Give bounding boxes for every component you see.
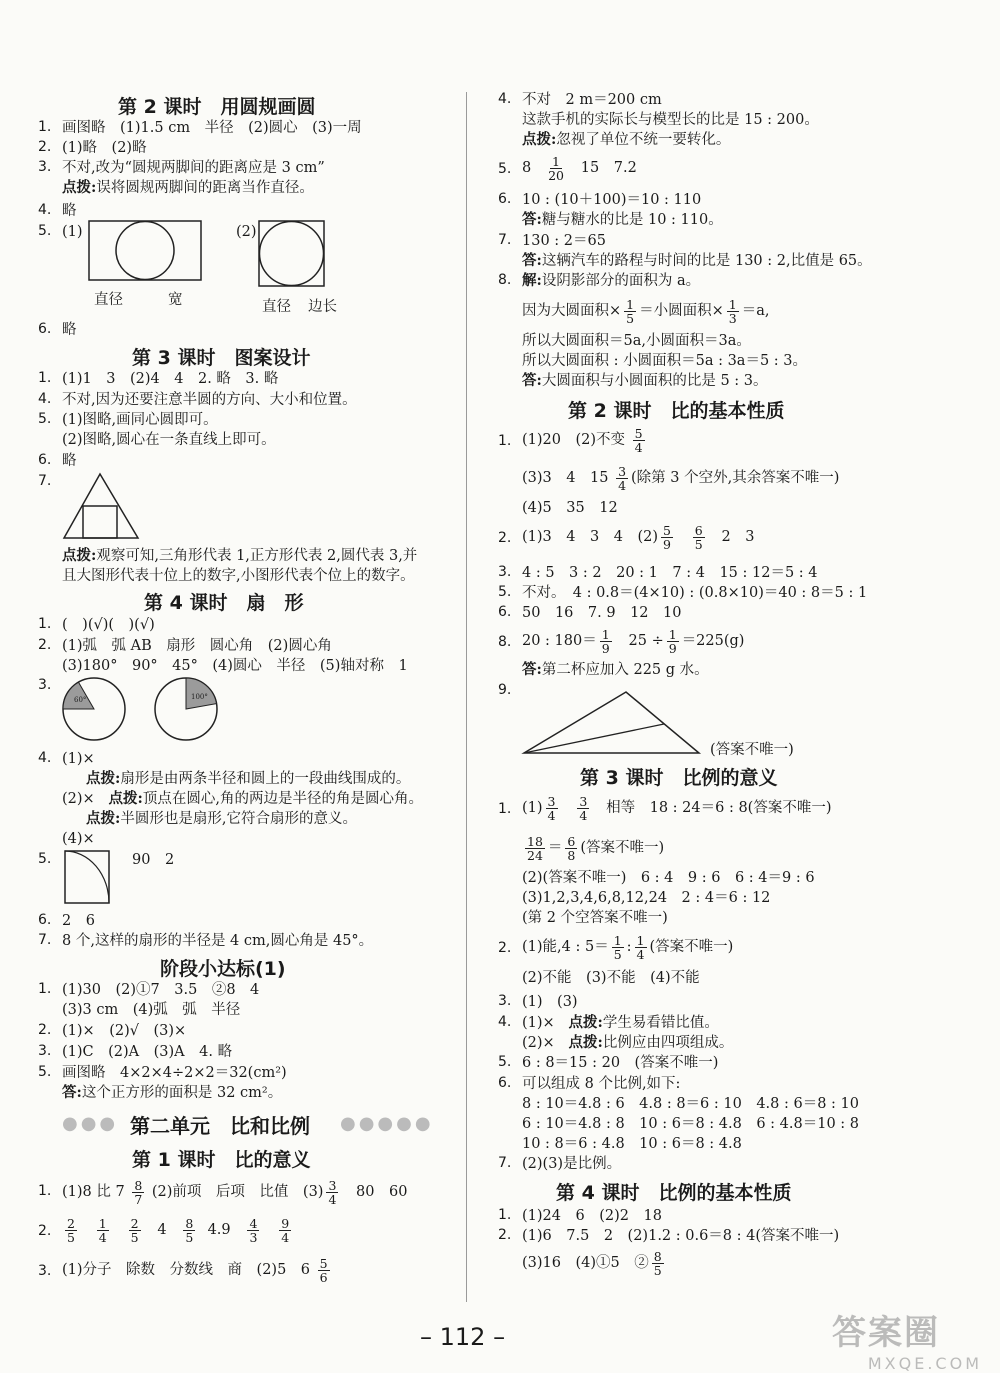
item-number: 1. [498, 433, 512, 449]
item-number: 1. [38, 370, 52, 386]
item-number: 2. [498, 1227, 512, 1243]
fraction: $\frac{3}{4}$ [328, 1177, 337, 1207]
hint-text: 比例应由四项组成。 [602, 1035, 734, 1051]
item-number: 5. [498, 161, 512, 177]
item-number: 6. [498, 1075, 512, 1091]
item-number: 5. [498, 1054, 512, 1070]
figure-label: 边长 [308, 299, 337, 315]
answer-line [522, 271, 700, 291]
answer-line: (4)5 35 12 [522, 500, 618, 516]
item-number: 7. [38, 473, 52, 489]
answer-line: 8 个,这样的扇形的半径是 4 cm,圆心角是 45°。 [62, 933, 374, 949]
section-heading: 第 4 课时 扇 形 [144, 592, 304, 614]
answer-line: (3)1,2,3,4,6,8,12,24 2 : 4＝6 : 12 [522, 890, 771, 906]
section-heading: 第 2 课时 比的基本性质 [568, 400, 785, 422]
answer-line: 6 : 10＝4.8 : 8 10 : 6＝8 : 4.8 6 : 4.8＝10 : 8 [522, 1116, 860, 1132]
fraction: $\frac{6}{8}$ [567, 833, 576, 863]
decorative-dots: ●●●●● [340, 1113, 434, 1134]
answer-label: 答: [522, 372, 542, 389]
answer-line: 10 : 8＝6 : 4.8 10 : 6＝8 : 4.8 [522, 1136, 742, 1152]
answer-line: (1)20 (2)不变 $\frac{5}{4}$ [522, 425, 643, 455]
fraction: $\frac{8}{5}$ [185, 1215, 194, 1245]
answer-line [522, 660, 709, 680]
item-number: 3. [498, 564, 512, 580]
answer-line [62, 1252, 333, 1288]
hint-line [62, 178, 314, 198]
item-number: 5. [498, 584, 512, 600]
hint-line [522, 130, 730, 150]
item-number: 6. [498, 191, 512, 207]
square-circle-figure [258, 220, 326, 288]
answer-label: 答: [62, 1084, 82, 1101]
answer-line: 6 : 8＝15 : 20 (答案不唯一) [522, 1055, 719, 1071]
answer-text: 80 60 [356, 1184, 408, 1200]
section-heading: 第 3 课时 比例的意义 [580, 767, 778, 789]
hint-line [62, 1083, 282, 1103]
section-heading: 第 2 课时 用圆规画圆 [118, 96, 316, 118]
item-number: 5. [38, 851, 52, 867]
decorative-dots: ●●● [62, 1113, 119, 1134]
hint-line [86, 769, 410, 789]
item-number: 3. [38, 1263, 52, 1279]
fraction: $\frac{9}{4}$ [281, 1215, 290, 1245]
fraction: $\frac{1}{5}$ [626, 296, 635, 326]
answer-text: (2)× [62, 791, 95, 807]
answer-line: (2)图略,圆心在一条直线上即可。 [62, 432, 276, 448]
angle-label: 100° [191, 693, 208, 701]
answer-text: 大圆面积与小圆面积的比是 5 : 3。 [541, 373, 768, 389]
answer-line: (3)3 cm (4)弧 弧 半径 [62, 1002, 241, 1018]
item-number: 5. [38, 411, 52, 427]
answer-text: (1)8 比 7 [62, 1184, 125, 1200]
watermark-logo [832, 1305, 982, 1373]
item-number: 1. [38, 981, 52, 997]
hint-label: 点拨: [62, 547, 97, 564]
item-number: 8. [498, 634, 512, 650]
figure-label: 直径 [94, 292, 123, 308]
hint-text: 半圆形也是扇形,它符合扇形的意义。 [120, 811, 357, 827]
fraction: $\frac{1}{9}$ [668, 626, 677, 656]
answer-line: 略 [62, 453, 77, 469]
answer-line: (1)1 3 (2)4 4 2. 略 3. 略 [62, 371, 279, 387]
hint-text: 顶点在圆心,角的两边是半径的角是圆心角。 [142, 791, 423, 807]
answer-label: 答: [522, 661, 542, 678]
answer-line: (1)能,4 : 5＝ $\frac{1}{5}$ : $\frac{1}{4}$ (答案不唯一) [522, 932, 734, 962]
answer-line: (1)6 7.5 2 (2)1.2 : 0.6＝8 : 4(答案不唯一) [522, 1228, 840, 1244]
fraction: $\frac{5}{6}$ [319, 1255, 328, 1285]
hint-label: 点拨: [568, 1034, 603, 1051]
answer-line: (1)30 (2)①7 3.5 ②8 4 [62, 982, 260, 998]
item-number: 9. [498, 682, 512, 698]
item-number: 3. [38, 159, 52, 175]
hint-line [62, 789, 423, 809]
fraction: $\frac{3}{4}$ [579, 793, 588, 823]
answer-line: (2)(答案不唯一) 6 : 4 9 : 6 6 : 4＝9 : 6 [522, 870, 815, 886]
answer-line: 画图略 (1)1.5 cm 半径 (2)圆心 (3)一周 [62, 120, 362, 136]
fraction: $\frac{2}{5}$ [67, 1215, 75, 1245]
answer-label: 答: [522, 252, 542, 269]
fraction: $\frac{1}{3}$ [728, 296, 737, 326]
answer-text: (1)分子 除数 分数线 商 (2)5 6 [62, 1262, 311, 1278]
answer-text: (2)前项 后项 比值 (3) [151, 1184, 324, 1200]
fraction: $\frac{5}{4}$ [634, 425, 643, 455]
hint-text: 扇形是由两条半径和圆上的一段曲线围成的。 [120, 771, 411, 787]
solution-label: 解: [522, 272, 542, 289]
item-number: 7. [498, 1155, 512, 1171]
answer-text: 糖与糖水的比是 10 : 110。 [541, 212, 723, 228]
section-heading: 第 3 课时 图案设计 [132, 347, 311, 369]
item-number: 2. [38, 1022, 52, 1038]
answer-line: 不对 2 m＝200 cm [522, 92, 662, 108]
fraction: $\frac{8}{5}$ [653, 1248, 662, 1278]
hint-text: 观察可知,三角形代表 1,正方形代表 2,圆代表 3,并 [96, 548, 418, 564]
hint-text: 误将圆规两脚间的距离当作直径。 [96, 180, 314, 196]
answer-line: 50 16 7. 9 12 10 [522, 605, 682, 621]
item-number: 1. [498, 1207, 512, 1223]
answer-line: (1)× (2)√ (3)× [62, 1023, 187, 1039]
item-number: 1. [498, 801, 512, 817]
answer-line [522, 210, 723, 230]
answer-line: (第 2 个空答案不唯一) [522, 910, 668, 926]
fraction: $\frac{2}{5}$ [130, 1215, 139, 1245]
answer-line: 10 : (10＋100)＝10 : 110 [522, 192, 702, 208]
answer-line: 2 6 [62, 913, 95, 929]
answer-line: 不对。 4 : 0.8＝(4×10) : (0.8×10)＝40 : 8＝5 : 1 [522, 585, 868, 601]
item-number: 6. [498, 604, 512, 620]
answer-line: (1)图略,画同心圆即可。 [62, 412, 218, 428]
answer-line: 所以大圆面积＝5a,小圆面积＝3a。 [522, 333, 751, 349]
fraction: $\frac{18}{24}$ [527, 833, 543, 863]
answer-line: 不对,因为还要注意半圆的方向、大小和位置。 [62, 392, 357, 408]
answer-line: (答案不唯一) [710, 742, 794, 758]
answer-text: 第二杯应加入 225 g 水。 [541, 662, 709, 678]
answer-line: (2)不能 (3)不能 (4)不能 [522, 970, 700, 986]
answer-line: 这款手机的实际长与模型长的比是 15 : 200。 [522, 112, 819, 128]
answer-line [522, 150, 637, 186]
section-heading: 第 1 课时 比的意义 [132, 1149, 311, 1171]
item-number: 4. [498, 91, 512, 107]
item-number: 4. [498, 1014, 512, 1030]
watermark-sub: MXQE.COM [867, 1354, 982, 1373]
answer-line: (3)3 4 15 $\frac{3}{4}$ (除第 3 个空外,其余答案不唯一) [522, 463, 840, 493]
hint-line [62, 546, 417, 566]
hint-label: 点拨: [568, 1014, 603, 1031]
answer-line: 画图略 4×2×4÷2×2＝32(cm²) [62, 1065, 287, 1081]
section-heading: 第 4 课时 比例的基本性质 [556, 1182, 792, 1204]
answer-line [522, 371, 768, 391]
fraction: $\frac{3}{4}$ [547, 793, 556, 823]
answer-line: $\frac{18}{24}$ ＝ $\frac{6}{8}$ (答案不唯一) [527, 833, 665, 863]
answer-line: 不对,改为“圆规两脚间的距离应是 3 cm” [62, 160, 325, 176]
item-number: 1. [38, 616, 52, 632]
answer-line: (2)(3)是比例。 [522, 1156, 622, 1172]
watermark-main: 答案圈 [832, 1313, 940, 1353]
item-number: 5. [38, 223, 52, 239]
answer-text: 这个正方形的面积是 32 cm²。 [81, 1085, 283, 1101]
answer-text: 15 7.2 [580, 160, 637, 176]
fraction: $\frac{1}{4}$ [636, 932, 645, 962]
item-number: 2. [38, 1223, 52, 1239]
fraction: $\frac{1}{5}$ [613, 932, 622, 962]
answer-line: (3)16 (4)①5 ② $\frac{8}{5}$ [522, 1248, 662, 1278]
fraction: $\frac{3}{4}$ [618, 463, 627, 493]
fraction: $\frac{5}{9}$ [662, 522, 671, 552]
answer-line: (4)× [62, 831, 95, 847]
answer-line: (1) $\frac{3}{4}$ $\frac{3}{4}$ 相等 18 : 24＝6 : 8(答案不唯一) [522, 793, 832, 823]
figure-label: 宽 [168, 292, 183, 308]
item-number: 2. [498, 940, 512, 956]
triangle-square-figure [62, 472, 140, 540]
answer-line: 因为大圆面积× $\frac{1}{5}$ ＝小圆面积× $\frac{1}{3}$ ＝a, [522, 296, 770, 326]
item-number: 5. [38, 1064, 52, 1080]
answer-text: 4.9 [207, 1222, 231, 1238]
answer-line: (1)弧 弧 AB 扇形 圆心角 (2)圆心角 [62, 638, 332, 654]
answer-line: (2) [236, 224, 257, 240]
item-number: 7. [38, 932, 52, 948]
unit-heading: 第二单元 比和比例 [130, 1114, 310, 1138]
answer-line [62, 1175, 407, 1209]
answer-line [522, 251, 872, 271]
answer-line: ( )(√)( )(√) [62, 617, 155, 633]
answer-line: (1) [62, 224, 83, 240]
fraction: $\frac{8}{7}$ [134, 1177, 143, 1207]
item-number: 8. [498, 272, 512, 288]
item-number: 3. [38, 677, 52, 693]
fraction: $\frac{6}{5}$ [694, 522, 703, 552]
item-number: 3. [38, 1043, 52, 1059]
answer-line: 8 : 10＝4.8 : 6 4.8 : 8＝6 : 10 4.8 : 6＝8 : 10 [522, 1096, 860, 1112]
answer-label: 答: [522, 211, 542, 228]
item-number: 4. [38, 202, 52, 218]
item-number: 2. [498, 530, 512, 546]
hint-label: 点拨: [86, 810, 121, 827]
fraction: $\frac{1}{4}$ [98, 1215, 107, 1245]
answer-line: (1)略 (2)略 [62, 140, 147, 156]
item-number: 4. [38, 750, 52, 766]
answer-line: (1)C (2)A (3)A 4. 略 [62, 1044, 233, 1060]
item-number: 2. [38, 637, 52, 653]
answer-line: 130 : 2＝65 [522, 233, 606, 249]
item-number: 6. [38, 452, 52, 468]
rectangle-circle-figure [88, 220, 203, 282]
fraction: $\frac{4}{3}$ [249, 1215, 258, 1245]
answer-line: 4 : 5 3 : 2 20 : 1 7 : 4 15 : 12＝5 : 4 [522, 565, 818, 581]
hint-label: 点拨: [62, 179, 97, 196]
answer-line: (1)× [62, 751, 95, 767]
answer-line: 20 : 180＝ $\frac{1}{9}$ 25 ÷ $\frac{1}{9}$ ＝225(g) [522, 626, 745, 656]
answer-line: 90 2 [132, 852, 175, 868]
answer-line [62, 1212, 294, 1248]
fraction: $\frac{1}{9}$ [601, 626, 610, 656]
item-number: 4. [38, 391, 52, 407]
triangle-figure [522, 690, 702, 756]
answer-text: 4 [157, 1222, 167, 1238]
item-number: 1. [38, 119, 52, 135]
answer-line: (1)24 6 (2)2 18 [522, 1208, 662, 1224]
answer-line: (1)3 4 3 4 (2) $\frac{5}{9}$ $\frac{6}{5}$ 2 3 [522, 522, 755, 552]
item-number: 6. [38, 321, 52, 337]
hint-text: 学生易看错比值。 [602, 1015, 719, 1031]
item-number: 3. [498, 993, 512, 1009]
hint-line [86, 809, 357, 829]
column-divider [466, 92, 467, 1302]
page-number: – 112 – [420, 1323, 506, 1351]
hint-label: 点拨: [108, 790, 143, 807]
hint-text: 忽视了单位不统一要转化。 [556, 132, 731, 148]
quarter-circle-figure [64, 850, 112, 906]
hint-label: 点拨: [522, 131, 557, 148]
section-heading: 阶段小达标(1) [160, 958, 286, 980]
answer-line: (3)180° 90° 45° (4)圆心 半径 (5)轴对称 1 [62, 658, 408, 674]
item-number: 6. [38, 912, 52, 928]
answer-text: 这辆汽车的路程与时间的比是 130 : 2,比值是 65。 [541, 253, 872, 269]
item-number: 7. [498, 232, 512, 248]
answer-text: 设阴影部分的面积为 a。 [541, 273, 701, 289]
answer-text: 8 [522, 160, 532, 176]
hint-line: (1)× 点拨:学生易看错比值。 [522, 1014, 719, 1031]
answer-line: 所以大圆面积 : 小圆面积＝5a : 3a＝5 : 3。 [522, 353, 808, 369]
hint-line: 且大图形代表十位上的数字,小图形代表个位上的数字。 [62, 568, 415, 584]
item-number: 1. [38, 1183, 52, 1199]
hint-line: (2)× 点拨:比例应由四项组成。 [522, 1034, 734, 1051]
answer-line: 可以组成 8 个比例,如下: [522, 1076, 681, 1092]
hint-label: 点拨: [86, 770, 121, 787]
answer-line: 略 [62, 203, 77, 219]
angle-label: 60° [74, 696, 87, 704]
item-number: 2. [38, 139, 52, 155]
sector-circle-60 [62, 676, 128, 742]
answer-line: (1) (3) [522, 994, 578, 1010]
fraction: $\frac{1}{20}$ [548, 153, 564, 183]
answer-line: 略 [62, 322, 77, 338]
figure-label: 直径 [262, 299, 291, 315]
sector-circle-100 [153, 676, 219, 742]
